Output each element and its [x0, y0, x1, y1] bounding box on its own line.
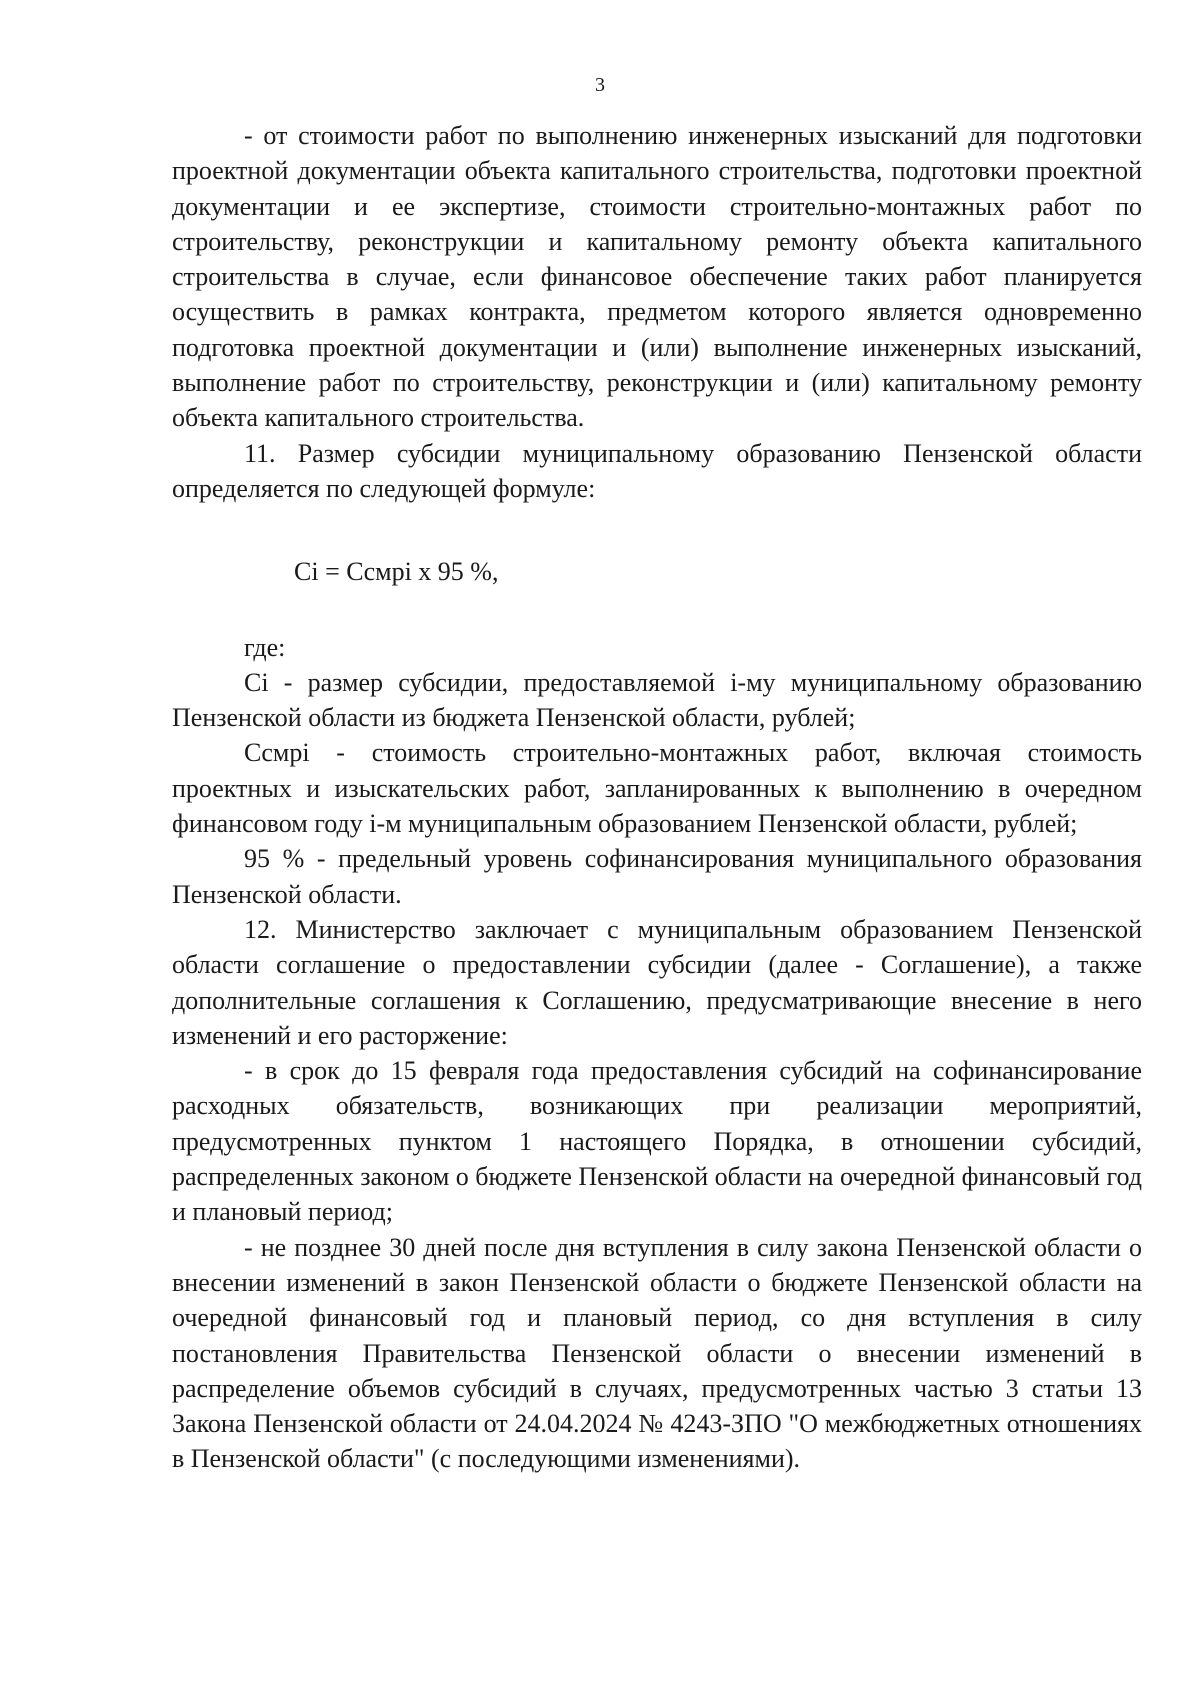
definition-csmpi: Ccмpi - стоимость строительно-монтажных работ, включая стоимость проектных и изыскательских работ, запланированных к выполнению в очередном финансовом году i-м муниципальным образованием Пензенской области, рублей; — [172, 738, 1142, 839]
paragraph-deadline-feb-15: - в срок до 15 февраля года предоставления субсидий на софинансирование расходных обязательств, возникающих при реализации мероприятий, предусмотренных пунктом 1 настоящего Порядка, в отношении субсидий, распределенных законом о бюджете Пензенской области на очередной финансовый год и плановый период; — [172, 1056, 1142, 1227]
formula-where-label: где: — [244, 632, 286, 662]
paragraph-deadline-30-days: - не позднее 30 дней после дня вступления в силу закона Пензенской области о внесении изменений в закон Пензенской области о бюджете Пензенской области на очередной финансовый год и плановый период, со дня вступления в силу постановления Правительства Пензенской области о внесении изменений в распределение объемов субсидий в случаях, предусмотренных частью 3 статьи 13 Закона Пензенской области от 24.04.2024 № 4243-ЗПО "О межбюджетных отношениях в Пензенской области" (с последующими изменениями). — [172, 1232, 1142, 1474]
paragraph-item-12: 12. Министерство заключает с муниципальным образованием Пензенской области соглашение о предоставлении субсидии (далее - Соглашение), а также дополнительные соглашения к Соглашению, предусматривающие внесение в него изменений и его расторжение: — [172, 914, 1142, 1050]
paragraph-item-11: 11. Размер субсидии муниципальному образованию Пензенской области определяется по следующей формуле: — [172, 438, 1142, 503]
paragraph-construction-cost: - от стоимости работ по выполнению инженерных изысканий для подготовки проектной документации объекта капитального строительства, подготовки проектной документации и ее экспертизе, стоимости строительно-монтажных работ по строительству, реконструкции и капитальному ремонту объекта капитального строительства в случае, если финансовое обеспечение таких работ планируется осуществить в рамках контракта, предметом которого является одновременно подготовка проектной документации и (или) выполнение инженерных изысканий, выполнение работ по строительству, реконструкции и (или) капитальному ремонту объекта капитального строительства. — [172, 121, 1142, 433]
page-number: 3 — [595, 74, 605, 96]
subsidy-formula: Ci = Ccмpi х 95 %, — [294, 557, 499, 587]
definition-ci: Ci - размер субсидии, предоставляемой i-му муниципальному образованию Пензенской области из бюджета Пензенской области, рублей; — [172, 667, 1142, 733]
document-body — [172, 118, 1142, 1477]
definition-95-percent: 95 % - предельный уровень софинансирования муниципального образования Пензенской области. — [172, 844, 1142, 909]
